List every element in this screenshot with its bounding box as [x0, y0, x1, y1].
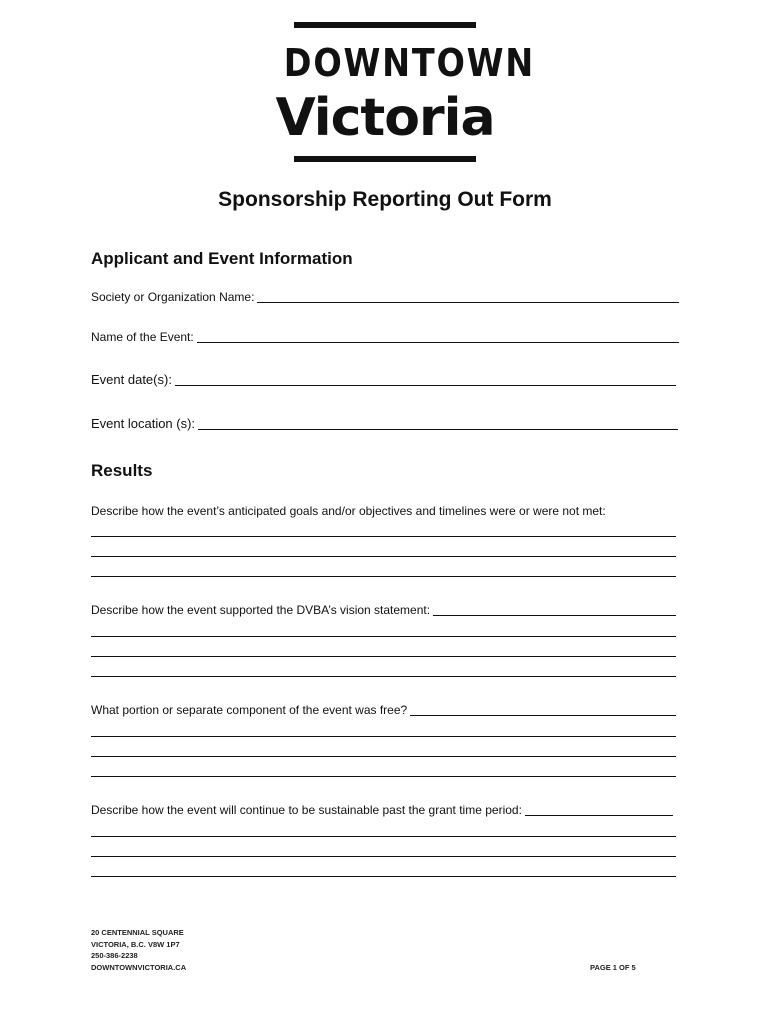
- logo-line-downtown: DOWNTOWN: [283, 41, 536, 85]
- footer-address: [91, 927, 186, 973]
- answer-line[interactable]: [91, 536, 676, 537]
- logo-bottom-bar: [294, 156, 476, 162]
- answer-line[interactable]: [91, 876, 676, 877]
- page-number: PAGE 1 OF 5: [590, 963, 636, 972]
- form-title: Sponsorship Reporting Out Form: [218, 188, 552, 211]
- field-event-location[interactable]: [91, 416, 678, 432]
- field-blank[interactable]: [175, 373, 676, 386]
- question-text: Describe how the event’s anticipated goals and/or objectives and timelines were or were not met:: [91, 504, 606, 518]
- footer-address-line2: VICTORIA, B.C. V8W 1P7: [91, 939, 180, 949]
- answer-line[interactable]: [91, 756, 676, 757]
- footer-phone: 250-386-2238: [91, 951, 138, 960]
- answer-blank[interactable]: [410, 703, 676, 716]
- field-label: Name of the Event:: [91, 330, 194, 344]
- question-free-portion[interactable]: [91, 702, 676, 718]
- question-text: Describe how the event supported the DVBA’s vision statement:: [91, 603, 431, 617]
- question-goals: [91, 503, 676, 519]
- downtown-victoria-logo: [270, 22, 536, 167]
- field-label: Event date(s):: [91, 372, 172, 387]
- field-event-dates[interactable]: [91, 372, 676, 388]
- section-heading-applicant: Applicant and Event Information: [91, 249, 353, 268]
- logo-line-victoria: Victoria: [275, 88, 495, 148]
- answer-line[interactable]: [91, 676, 676, 677]
- answer-line[interactable]: [91, 836, 676, 837]
- answer-line[interactable]: [91, 656, 676, 657]
- answer-line[interactable]: [91, 736, 676, 737]
- question-text: Describe how the event will continue to be sustainable past the grant time period:: [91, 803, 522, 817]
- field-blank[interactable]: [257, 290, 679, 303]
- field-label: Society or Organization Name:: [91, 290, 255, 304]
- footer-website: DOWNTOWNVICTORIA.CA: [91, 962, 187, 972]
- field-blank[interactable]: [198, 417, 678, 430]
- answer-blank[interactable]: [433, 603, 676, 616]
- answer-line[interactable]: [91, 576, 676, 577]
- answer-line[interactable]: [91, 856, 676, 857]
- question-vision[interactable]: [91, 602, 676, 618]
- question-sustainability[interactable]: [91, 802, 673, 818]
- question-text: What portion or separate component of the event was free?: [91, 703, 408, 717]
- answer-line[interactable]: [91, 556, 676, 557]
- answer-line[interactable]: [91, 776, 676, 777]
- field-blank[interactable]: [197, 330, 679, 343]
- field-event-name[interactable]: [91, 329, 679, 345]
- field-label: Event location (s):: [91, 416, 196, 431]
- field-organization-name[interactable]: [91, 289, 679, 305]
- answer-blank[interactable]: [525, 803, 673, 816]
- footer-address-line1: 20 CENTENNIAL SQUARE: [91, 928, 184, 937]
- answer-line[interactable]: [91, 636, 676, 637]
- logo-top-bar: [294, 22, 476, 28]
- section-heading-results: Results: [91, 461, 153, 480]
